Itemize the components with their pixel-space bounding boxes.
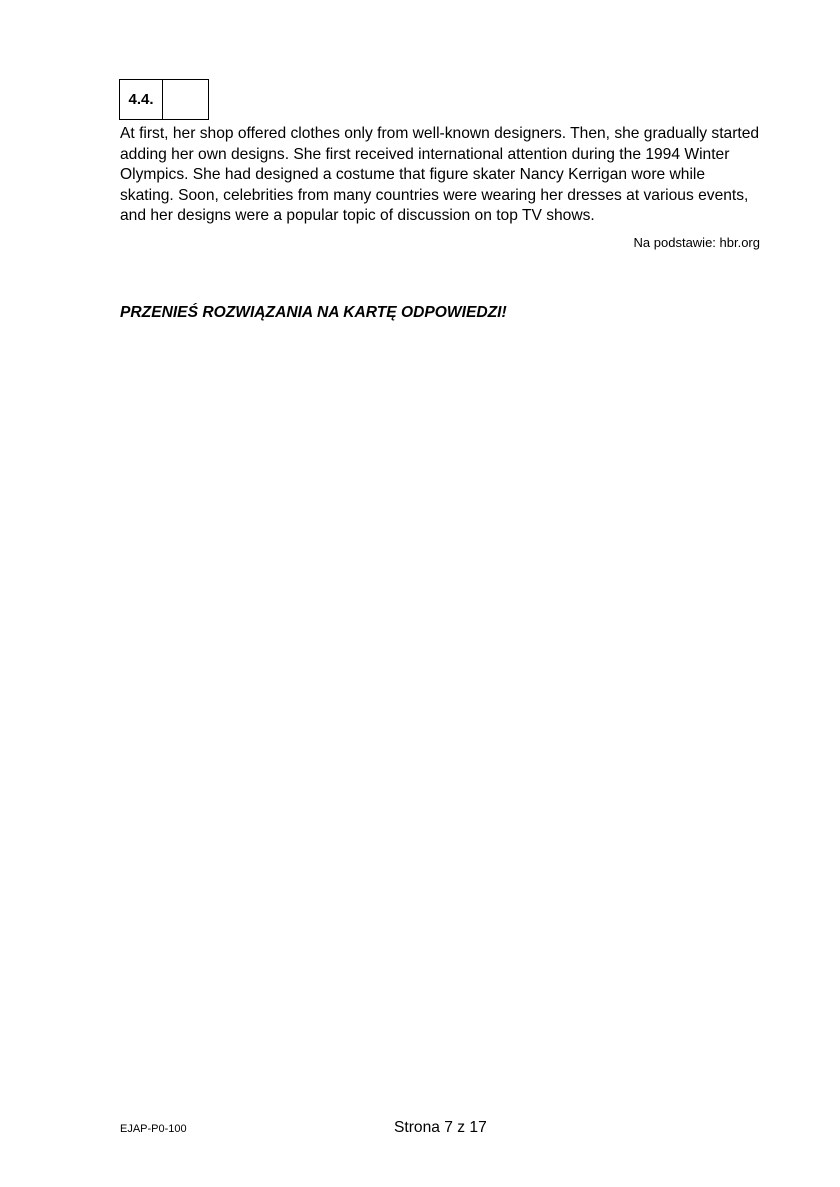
passage-line: and her designs were a popular topic of discussion on top TV shows. xyxy=(120,207,595,224)
answer-cell[interactable] xyxy=(163,80,208,119)
page-number: Strona 7 z 17 xyxy=(394,1119,487,1136)
passage-line: adding her own designs. She first received international attention during the 1994 Winter xyxy=(120,145,730,163)
passage-line: Olympics. She had designed a costume that figure skater Nancy Kerrigan wore while xyxy=(120,166,706,183)
task-number: 4.4. xyxy=(120,80,163,119)
passage-line: At first, her shop offered clothes only from well-known designers. Then, she gradually started xyxy=(120,125,760,142)
transfer-instruction: PRZENIEŚ ROZWIĄZANIA NA KARTĘ ODPOWIEDZI! xyxy=(120,304,507,321)
exam-code: EJAP-P0-100 xyxy=(120,1123,187,1135)
task-number-box xyxy=(119,79,209,120)
source-attribution: Na podstawie: hbr.org xyxy=(633,235,760,250)
passage-line: skating. Soon, celebrities from many countries were wearing her dresses at various events, xyxy=(120,186,749,204)
reading-passage xyxy=(120,124,780,227)
